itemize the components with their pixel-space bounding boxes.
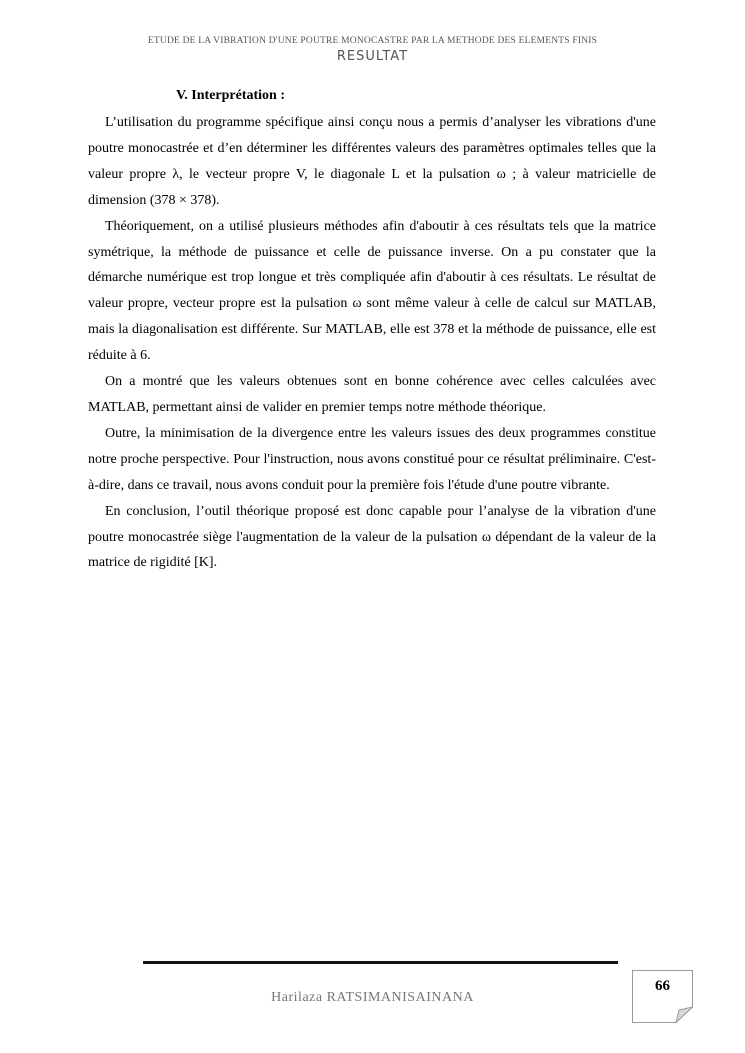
page-number: 66 <box>655 978 670 994</box>
paragraph: On a montré que les valeurs obtenues sont en bonne cohérence avec celles calculées avec MATLAB, permettant ainsi de valider en premier temps notre méthode théorique. <box>88 374 656 415</box>
body-text <box>88 110 656 576</box>
running-header-chapter: RESULTAT <box>336 49 409 64</box>
running-header-title: ETUDE DE LA VIBRATION D'UNE POUTRE MONOCASTRE PAR LA METHODE DES ELEMENTS FINIS <box>147 36 598 46</box>
section-heading: V. Interprétation : <box>176 88 286 103</box>
footer-author: Harilaza RATSIMANISAINANA <box>271 990 474 1005</box>
paragraph: L’utilisation du programme spécifique ainsi conçu nous a permis d’analyser les vibrations d'une poutre monocastrée et d’en déterminer les différentes valeurs des paramètres optimales telles que la valeur propre λ, le vecteur propre V, le diagonale L et la pulsation ω ; à valeur matricielle de dimension (378 × 378). <box>88 115 656 208</box>
page-number-box <box>632 970 693 1023</box>
paragraph: Théoriquement, on a utilisé plusieurs méthodes afin d'aboutir à ces résultats tels que la matrice symétrique, la méthode de puissance et celle de puissance inverse. On a pu constater que la démarche numérique est trop longue et très compliquée afin d'aboutir à ces résultats. Le résultat de valeur propre, vecteur propre est la pulsation ω sont même valeur à celle de calcul sur MATLAB, mais la diagonalisation est différente. Sur MATLAB, elle est 378 et la méthode de puissance, elle est réduite à 6. <box>88 218 656 364</box>
paragraph: En conclusion, l’outil théorique proposé est donc capable pour l’analyse de la vibration d'une poutre monocastrée siège l'augmentation de la valeur de la pulsation ω dépendant de la valeur de la matrice de rigidité [K]. <box>88 503 656 571</box>
paragraph: Outre, la minimisation de la divergence entre les valeurs issues des deux programmes constitue notre proche perspective. Pour l'instruction, nous avons constitué pour ce résultat préliminaire. C'est-à-dire, dans ce travail, nous avons conduit pour la première fois l'étude d'une poutre vibrante. <box>88 425 656 493</box>
footer-divider <box>143 961 618 964</box>
